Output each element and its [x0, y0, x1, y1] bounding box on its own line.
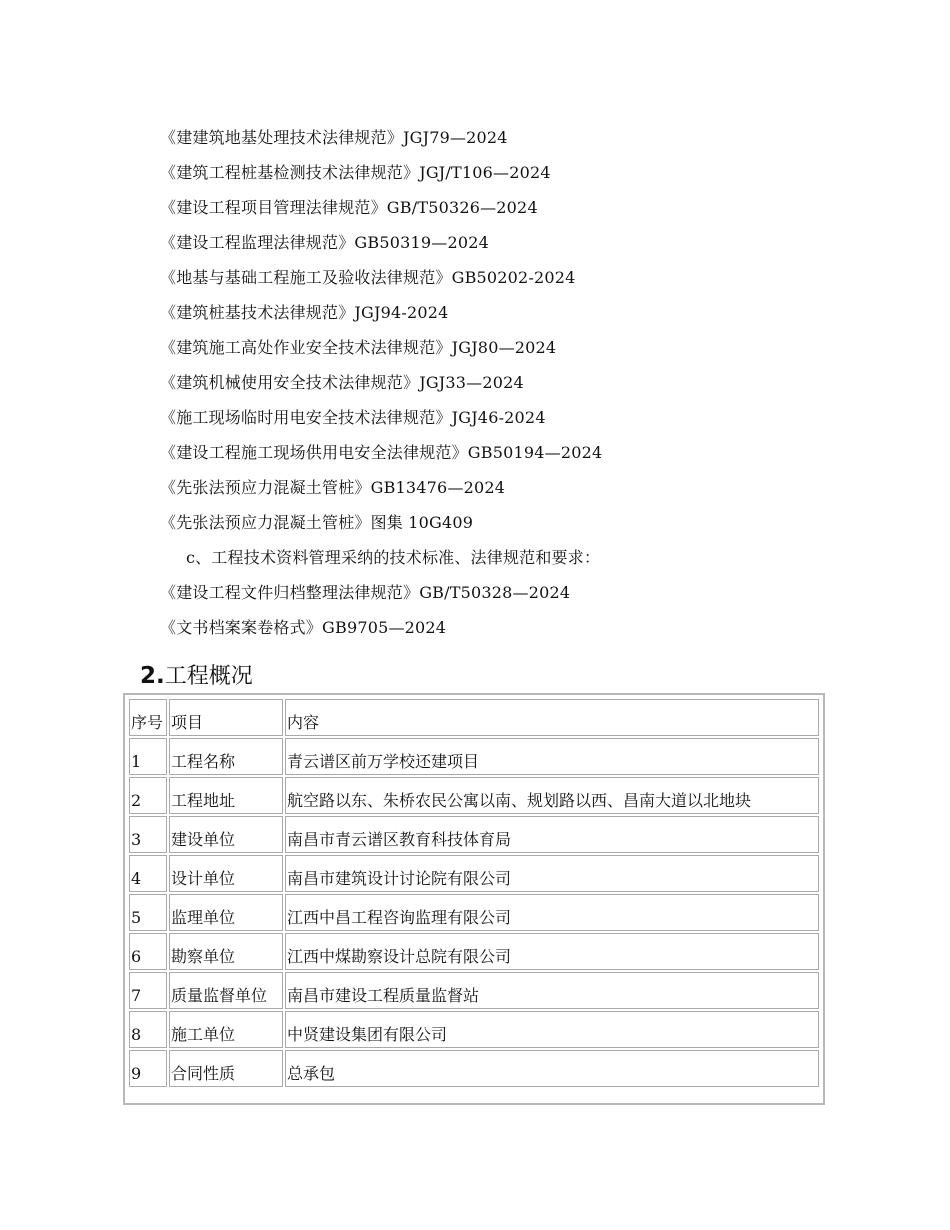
- table-row: [129, 855, 819, 892]
- cell-item: 建设单位: [169, 816, 283, 853]
- standard-item: 《地基与基础工程施工及验收法律规范》GB50202-2024: [160, 268, 576, 287]
- cell-content: 青云谱区前万学校还建项目: [285, 738, 819, 775]
- cell-index: 1: [129, 738, 167, 775]
- standard-item: 《建设工程施工现场供用电安全法律规范》GB50194—2024: [160, 443, 603, 462]
- standards-subheading: c、工程技术资料管理采纳的技术标准、法律规范和要求：: [186, 548, 601, 567]
- cell-content: 南昌市建设工程质量监督站: [285, 972, 819, 1009]
- cell-index: 9: [129, 1050, 167, 1087]
- cell-index: 4: [129, 855, 167, 892]
- cell-index: 8: [129, 1011, 167, 1048]
- section-heading: [140, 660, 253, 693]
- cell-content: 江西中煤勘察设计总院有限公司: [285, 933, 819, 970]
- standard-item: 《建建筑地基处理技术法律规范》JGJ79—2024: [160, 128, 508, 147]
- standard-item: 《先张法预应力混凝土管桩》GB13476—2024: [160, 478, 506, 497]
- cell-index: 2: [129, 777, 167, 814]
- table-row: [129, 894, 819, 931]
- section-number: 2.: [140, 663, 165, 689]
- standard-item: 《建筑工程桩基检测技术法律规范》JGJ/T106—2024: [160, 163, 551, 182]
- table-row: [129, 972, 819, 1009]
- standards-list: [160, 124, 860, 649]
- table-row: [129, 738, 819, 775]
- cell-item: 监理单位: [169, 894, 283, 931]
- cell-item: 施工单位: [169, 1011, 283, 1048]
- table-row: [129, 777, 819, 814]
- project-overview-table: [123, 693, 825, 1105]
- section-title: 工程概况: [164, 664, 253, 689]
- cell-item: 设计单位: [169, 855, 283, 892]
- standard-item: 《建设工程文件归档整理法律规范》GB/T50328—2024: [160, 583, 571, 602]
- standard-item: 《先张法预应力混凝土管桩》图集 10G409: [160, 513, 474, 532]
- table-header-row: [129, 699, 819, 736]
- cell-item: 质量监督单位: [169, 972, 283, 1009]
- cell-content: 南昌市建筑设计讨论院有限公司: [285, 855, 819, 892]
- overview-table: [127, 697, 821, 1089]
- header-cell-item: 项目: [169, 699, 283, 736]
- cell-item: 合同性质: [169, 1050, 283, 1087]
- cell-item: 工程名称: [169, 738, 283, 775]
- table-row: [129, 1050, 819, 1087]
- table-row: [129, 1011, 819, 1048]
- cell-index: 3: [129, 816, 167, 853]
- cell-index: 5: [129, 894, 167, 931]
- cell-content: 总承包: [285, 1050, 819, 1087]
- cell-content: 南昌市青云谱区教育科技体育局: [285, 816, 819, 853]
- standard-item: 《建筑施工高处作业安全技术法律规范》JGJ80—2024: [160, 338, 557, 357]
- table-row: [129, 933, 819, 970]
- standard-item: 《建设工程监理法律规范》GB50319—2024: [160, 233, 489, 252]
- header-cell-index: 序号: [129, 699, 167, 736]
- standard-item: 《文书档案案卷格式》GB9705—2024: [160, 618, 447, 637]
- cell-item: 工程地址: [169, 777, 283, 814]
- cell-index: 7: [129, 972, 167, 1009]
- cell-item: 勘察单位: [169, 933, 283, 970]
- standard-item: 《建筑桩基技术法律规范》JGJ94-2024: [160, 303, 449, 322]
- standard-item: 《施工现场临时用电安全技术法律规范》JGJ46-2024: [160, 408, 546, 427]
- cell-content: 航空路以东、朱桥农民公寓以南、规划路以西、昌南大道以北地块: [285, 777, 819, 814]
- cell-content: 江西中昌工程咨询监理有限公司: [285, 894, 819, 931]
- header-cell-content: 内容: [285, 699, 819, 736]
- standard-item: 《建筑机械使用安全技术法律规范》JGJ33—2024: [160, 373, 524, 392]
- cell-index: 6: [129, 933, 167, 970]
- table-row: [129, 816, 819, 853]
- cell-content: 中贤建设集团有限公司: [285, 1011, 819, 1048]
- standard-item: 《建设工程项目管理法律规范》GB/T50326—2024: [160, 198, 538, 217]
